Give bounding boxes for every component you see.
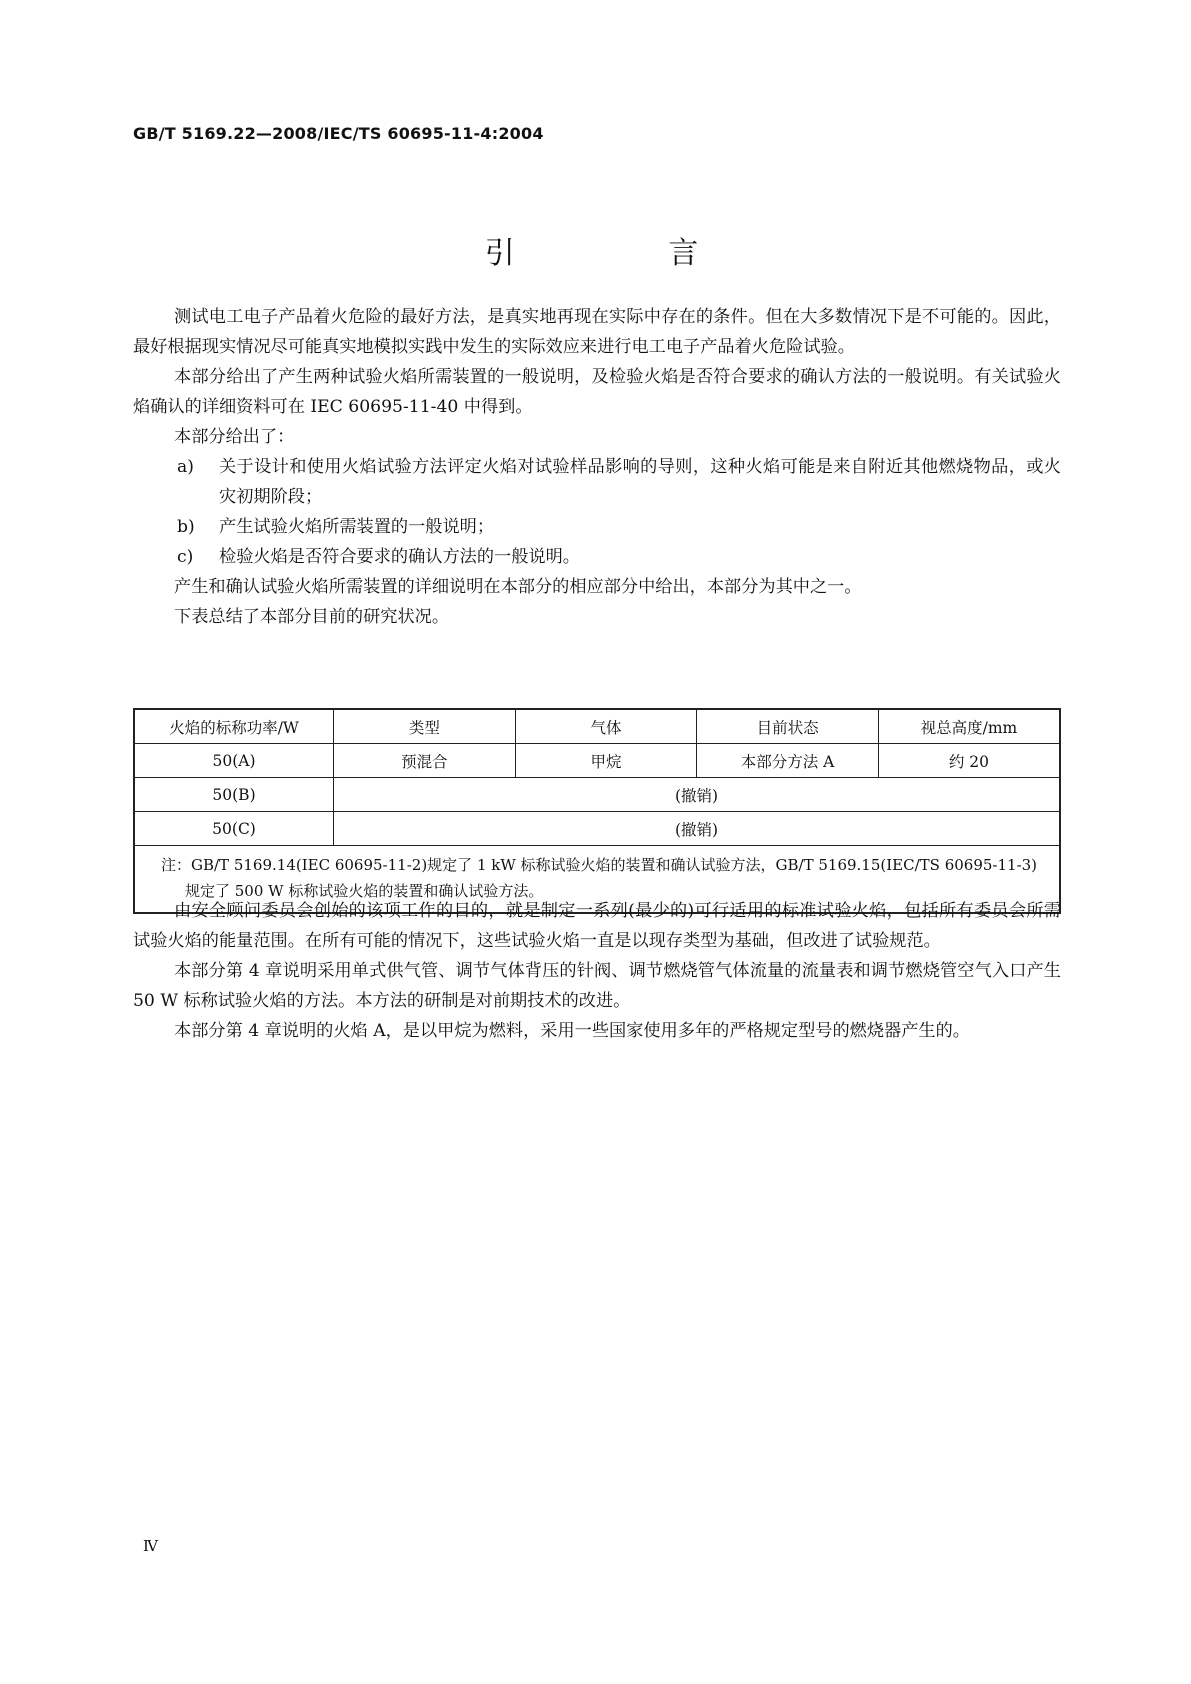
column-header: 类型 xyxy=(334,709,516,744)
paragraph: 由安全顾问委员会创始的该项工作的目的，就是制定一系列(最少的)可行适用的标准试验火焰，包括所有委员会所需试验火焰的能量范围。在所有可能的情况下，这些试验火焰一直是以现存类型为基础，但改进了试验规范。 xyxy=(133,901,1061,951)
intro-section-top xyxy=(133,302,1061,632)
table-header-row xyxy=(134,709,1060,744)
column-header: 火焰的标称功率/W xyxy=(134,709,334,744)
column-header: 气体 xyxy=(515,709,697,744)
list-label: b) xyxy=(177,517,195,537)
column-header: 视总高度/mm xyxy=(878,709,1060,744)
list-item-c xyxy=(133,542,1061,572)
table-cell: 50(C) xyxy=(134,812,334,846)
list-label: a) xyxy=(177,457,194,477)
table-row xyxy=(134,812,1060,846)
list-item-a xyxy=(133,452,1061,512)
table-cell: (撤销) xyxy=(334,812,1060,846)
list-item-b xyxy=(133,512,1061,542)
list-text: 检验火焰是否符合要求的确认方法的一般说明。 xyxy=(219,547,580,567)
paragraph: 下表总结了本部分目前的研究状况。 xyxy=(174,607,450,627)
paragraph: 测试电工电子产品着火危险的最好方法，是真实地再现在实际中存在的条件。但在大多数情况下是不可能的。因此，最好根据现实情况尽可能真实地模拟实践中发生的实际效应来进行电工电子产品着火危险试验。 xyxy=(133,307,1061,357)
paragraph: 本部分给出了产生两种试验火焰所需装置的一般说明，及检验火焰是否符合要求的确认方法的一般说明。有关试验火焰确认的详细资料可在 IEC 60695-11-40 中得到。 xyxy=(133,367,1061,417)
table-cell: 甲烷 xyxy=(515,744,697,778)
paragraph: 产生和确认试验火焰所需装置的详细说明在本部分的相应部分中给出，本部分为其中之一。 xyxy=(174,577,862,597)
page-number: Ⅳ xyxy=(143,1537,158,1555)
table-cell: (撤销) xyxy=(334,778,1060,812)
table-cell: 50(B) xyxy=(134,778,334,812)
table-row xyxy=(134,778,1060,812)
page-title: 引 言 xyxy=(484,236,771,271)
list-text: 关于设计和使用火焰试验方法评定火焰对试验样品影响的导则，这种火焰可能是来自附近其他燃烧物品，或火灾初期阶段； xyxy=(219,457,1061,507)
table-cell: 50(A) xyxy=(134,744,334,778)
table-row xyxy=(134,744,1060,778)
table-cell: 预混合 xyxy=(334,744,516,778)
paragraph: 本部分第 4 章说明的火焰 A，是以甲烷为燃料，采用一些国家使用多年的严格规定型号的燃烧器产生的。 xyxy=(174,1021,970,1041)
flame-status-table xyxy=(133,708,1061,914)
document-header-id: GB/T 5169.22—2008/IEC/TS 60695-11-4:2004 xyxy=(133,124,544,143)
table-cell: 本部分方法 A xyxy=(697,744,879,778)
column-header: 目前状态 xyxy=(697,709,879,744)
list-text: 产生试验火焰所需装置的一般说明； xyxy=(219,517,495,537)
list-label: c) xyxy=(177,547,194,567)
paragraph: 本部分第 4 章说明采用单式供气管、调节气体背压的针阀、调节燃烧管气体流量的流量表和调节燃烧管空气入口产生 50 W 标称试验火焰的方法。本方法的研制是对前期技术的改进。 xyxy=(133,961,1061,1011)
paragraph: 本部分给出了： xyxy=(174,427,295,447)
intro-section-bottom xyxy=(133,896,1061,1046)
table-note: 注：GB/T 5169.14(IEC 60695-11-2)规定了 1 kW 标称试验火焰的装置和确认试验方法，GB/T 5169.15(IEC/TS 60695-11-3)规定了 500 W 标称试验火焰的装置和确认试验方法。 xyxy=(134,846,1060,914)
table-cell: 约 20 xyxy=(878,744,1060,778)
